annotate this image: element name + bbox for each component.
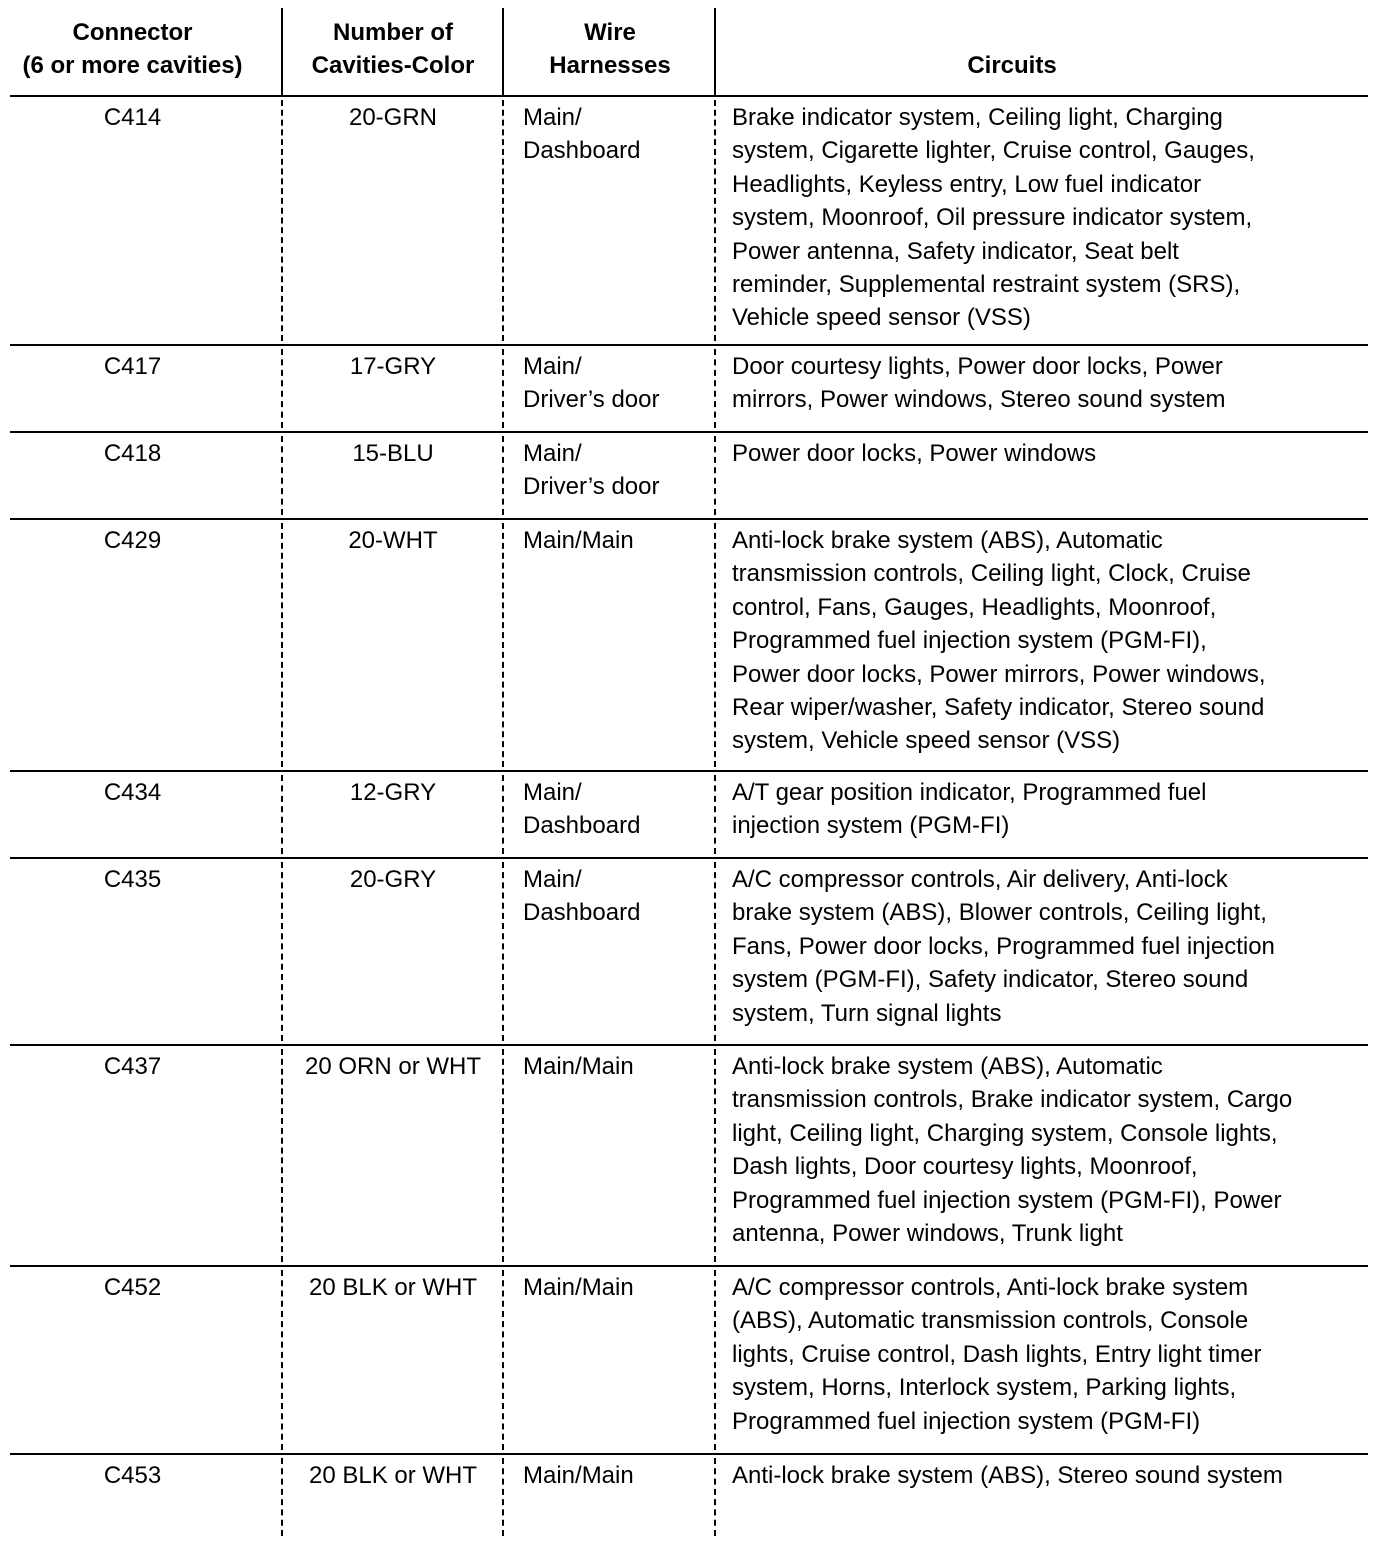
cell-connector: C434 xyxy=(103,779,162,806)
row-divider xyxy=(10,857,1368,859)
row-divider xyxy=(10,518,1368,520)
header-divider xyxy=(502,8,504,96)
cell-connector: C437 xyxy=(103,1053,162,1080)
column-divider xyxy=(714,862,716,1041)
row-divider xyxy=(10,344,1368,346)
cell-cavities-color: 15-BLU xyxy=(352,440,434,467)
cell-wire-harnesses: Main/ Driver’s door xyxy=(523,440,660,501)
cell-wire-harnesses: Main/Main xyxy=(523,1274,634,1301)
cell-wire-harnesses: Main/Main xyxy=(523,1462,634,1489)
column-divider xyxy=(502,349,504,428)
column-divider xyxy=(502,436,504,515)
column-divider xyxy=(281,349,283,428)
cell-circuits: Brake indicator system, Ceiling light, Charging system, Cigarette lighter, Cruise control, Gauges, Headlights, Keyless entry, Low fuel indicator system, Moonroof, Oil pressure indicator system, Power antenna, Safety indicator, Seat belt reminder, Supplemental restraint system (SRS), Vehicle speed sensor (VSS) xyxy=(732,104,1255,332)
header-cavities-color: Number of Cavities-Color xyxy=(311,19,475,79)
cell-connector: C453 xyxy=(103,1462,162,1489)
cell-circuits: Anti-lock brake system (ABS), Stereo sound system xyxy=(732,1462,1283,1489)
column-divider xyxy=(714,349,716,428)
column-divider xyxy=(502,1270,504,1450)
column-divider xyxy=(281,862,283,1041)
row-divider xyxy=(10,770,1368,772)
cell-circuits: A/T gear position indicator, Programmed fuel injection system (PGM-FI) xyxy=(732,779,1207,840)
row-divider xyxy=(10,1265,1368,1267)
cell-cavities-color: 20-WHT xyxy=(348,527,438,554)
cell-wire-harnesses: Main/ Driver’s door xyxy=(523,353,660,414)
column-divider xyxy=(714,100,716,341)
cell-wire-harnesses: Main/Main xyxy=(523,527,634,554)
column-divider xyxy=(502,862,504,1041)
column-divider xyxy=(502,100,504,341)
column-divider xyxy=(502,523,504,767)
column-divider xyxy=(281,436,283,515)
column-divider xyxy=(281,1458,283,1536)
column-divider xyxy=(281,1049,283,1262)
cell-circuits: Power door locks, Power windows xyxy=(732,440,1097,467)
cell-connector: C414 xyxy=(103,104,162,131)
column-divider xyxy=(281,775,283,854)
header-divider xyxy=(281,8,283,96)
cell-wire-harnesses: Main/Main xyxy=(523,1053,634,1080)
column-divider xyxy=(714,1270,716,1450)
cell-cavities-color: 17-GRY xyxy=(349,353,437,380)
cell-wire-harnesses: Main/ Dashboard xyxy=(523,779,641,840)
column-divider xyxy=(502,775,504,854)
cell-circuits: Anti-lock brake system (ABS), Automatic transmission controls, Ceiling light, Clock, Cruise control, Fans, Gauges, Headlights, Moonroof, Programmed fuel injection system (PGM-FI), Power door locks, Power mirrors, Power windows, Rear wiper/washer, Safety indicator, Stereo sound system, Vehicle speed sensor (VSS) xyxy=(732,527,1266,755)
cell-connector: C429 xyxy=(103,527,162,554)
cell-cavities-color: 20 ORN or WHT xyxy=(304,1053,481,1080)
cell-circuits: Door courtesy lights, Power door locks, Power mirrors, Power windows, Stereo sound system xyxy=(732,353,1226,414)
row-divider xyxy=(10,1453,1368,1455)
cell-connector: C435 xyxy=(103,866,162,893)
header-circuits: Circuits xyxy=(967,52,1057,79)
column-divider xyxy=(281,100,283,341)
cell-cavities-color: 20-GRN xyxy=(348,104,438,131)
cell-circuits: A/C compressor controls, Air delivery, Anti-lock brake system (ABS), Blower controls, Ceiling light, Fans, Power door locks, Programmed fuel injection system (PGM-FI), Safety indicator, Stereo sound system, Turn signal lights xyxy=(732,866,1275,1027)
column-divider xyxy=(281,523,283,767)
column-divider xyxy=(714,1049,716,1262)
column-divider xyxy=(714,436,716,515)
cell-connector: C418 xyxy=(103,440,162,467)
column-divider xyxy=(502,1049,504,1262)
column-divider xyxy=(502,1458,504,1536)
cell-connector: C452 xyxy=(103,1274,162,1301)
row-divider xyxy=(10,95,1368,97)
header-divider xyxy=(714,8,716,96)
column-divider xyxy=(714,523,716,767)
row-divider xyxy=(10,431,1368,433)
cell-cavities-color: 20 BLK or WHT xyxy=(308,1462,478,1489)
column-divider xyxy=(714,1458,716,1536)
column-divider xyxy=(714,775,716,854)
cell-cavities-color: 20-GRY xyxy=(349,866,437,893)
cell-circuits: A/C compressor controls, Anti-lock brake system (ABS), Automatic transmission controls, Console lights, Cruise control, Dash lights, Entry light timer system, Horns, Interlock system, Parking lights, Programmed fuel injection system (PGM-FI) xyxy=(732,1274,1262,1435)
header-connector: Connector (6 or more cavities) xyxy=(22,19,243,79)
column-divider xyxy=(281,1270,283,1450)
header-wire-harnesses: Wire Harnesses xyxy=(549,19,671,79)
cell-cavities-color: 12-GRY xyxy=(349,779,437,806)
row-divider xyxy=(10,1044,1368,1046)
cell-wire-harnesses: Main/ Dashboard xyxy=(523,104,641,165)
cell-connector: C417 xyxy=(103,353,162,380)
cell-cavities-color: 20 BLK or WHT xyxy=(308,1274,478,1301)
cell-wire-harnesses: Main/ Dashboard xyxy=(523,866,641,927)
cell-circuits: Anti-lock brake system (ABS), Automatic transmission controls, Brake indicator system, Cargo light, Ceiling light, Charging system, Console lights, Dash lights, Door courtesy lights, Moonroof, Programmed fuel injection system (PGM-FI), Power antenna, Power windows, Trunk light xyxy=(732,1053,1293,1248)
